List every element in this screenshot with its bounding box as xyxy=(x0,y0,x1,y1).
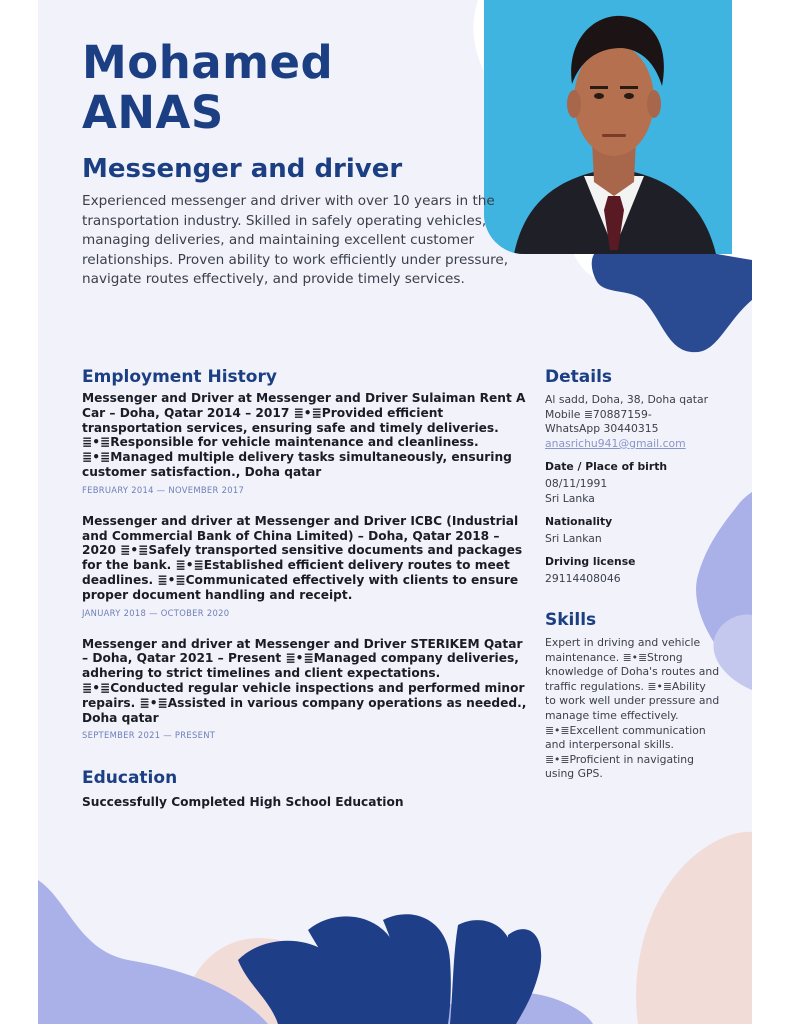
last-name: ANAS xyxy=(82,86,224,139)
details-heading: Details xyxy=(545,367,613,387)
education-item: Successfully Completed High School Education xyxy=(82,795,404,809)
candidate-name xyxy=(82,38,333,138)
details-section xyxy=(545,393,720,587)
job-description: Messenger and Driver at Messenger and Driver Sulaiman Rent A Car – Doha, Qatar 2014 – 2017 ≣•≣Provided efficient transportation services, ensuring safe and timely deliveries. ≣•≣Responsible for vehicle maintenance and cleanliness. ≣•≣Managed multiple delivery tasks simultaneously, ensuring customer satisfaction., Doha qatar xyxy=(82,391,526,479)
job-title: Messenger and driver xyxy=(82,154,403,184)
driving-license-value: 29114408046 xyxy=(545,571,621,585)
skills-text: Expert in driving and vehicle maintenance. ≣•≣Strong knowledge of Doha's routes and traffic regulations. ≣•≣Ability to work well under pressure and manage time effectively. ≣•≣Excellent communication and interpersonal skills. ≣•≣Proficient in navigating using GPS. xyxy=(545,636,720,781)
job-entry xyxy=(82,391,528,496)
employment-list xyxy=(82,391,528,759)
job-entry xyxy=(82,514,528,619)
employment-history-heading: Employment History xyxy=(82,367,277,387)
nationality-label: Nationality xyxy=(545,515,613,529)
skills-heading: Skills xyxy=(545,610,597,630)
dob-value: 08/11/1991 xyxy=(545,476,608,490)
address-text: Al sadd, Doha, 38, Doha qatar xyxy=(545,393,709,406)
resume-page xyxy=(38,0,752,1024)
nationality-value: Sri Lankan xyxy=(545,531,602,545)
professional-summary: Experienced messenger and driver with over 10 years in the transportation industry. Skilled in safely operating vehicles, managing deliveries, and maintaining excellent customer relationships. Proven ability to work efficiently under pressure, navigate routes effectively, and provide timely services. xyxy=(82,193,509,287)
job-description: Messenger and driver at Messenger and Driver ICBC (Industrial and Commercial Bank of China Limited) – Doha, Qatar 2018 – 2020 ≣•≣Safely transported sensitive documents and packages for the bank. ≣•≣Established efficient delivery routes to meet deadlines. ≣•≣Communicated effectively with clients to ensure proper document handling and receipt. xyxy=(82,513,523,602)
birthplace-value: Sri Lanka xyxy=(545,491,595,505)
mobile-text: Mobile ≣70887159- xyxy=(545,407,652,421)
job-dates: FEBRUARY 2014 — NOVEMBER 2017 xyxy=(82,484,245,495)
email-link[interactable]: anasrichu941@gmail.com xyxy=(545,436,686,450)
driving-license-label: Driving license xyxy=(545,555,636,569)
job-entry xyxy=(82,637,528,742)
navy-squiggle-shape xyxy=(592,244,752,353)
job-dates: JANUARY 2018 — OCTOBER 2020 xyxy=(82,607,230,618)
first-name: Mohamed xyxy=(82,36,334,89)
education-heading: Education xyxy=(82,768,178,788)
whatsapp-text: WhatsApp 30440315 xyxy=(545,422,659,436)
job-description: Messenger and driver at Messenger and Driver STERIKEM Qatar – Doha, Qatar 2021 – Present ≣•≣Managed company deliveries, adhering to strict timelines and client expectations. ≣•≣Conducted regular vehicle inspections and performed minor repairs. ≣•≣Assisted in various company operations as needed., Doha qatar xyxy=(82,636,527,725)
navy-fronds-shape xyxy=(238,914,541,1024)
peach-shape-right xyxy=(636,832,752,1024)
dob-label: Date / Place of birth xyxy=(545,460,668,474)
job-dates: SEPTEMBER 2021 — PRESENT xyxy=(82,730,216,741)
